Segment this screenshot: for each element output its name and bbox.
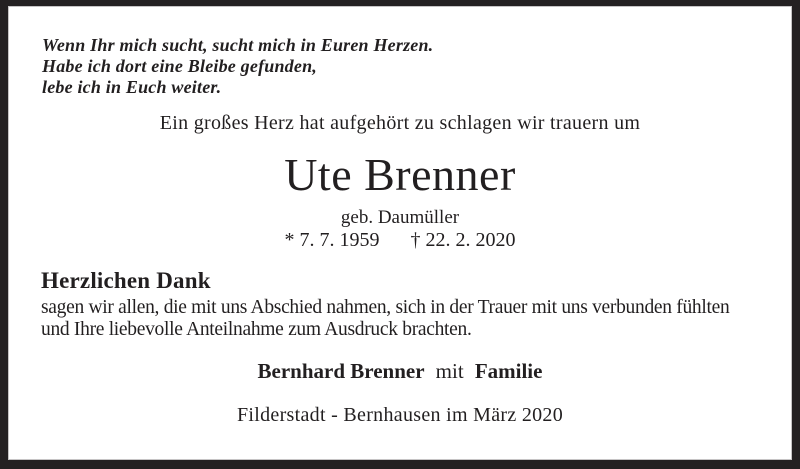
family-signature bbox=[0, 359, 800, 384]
epigraph-line: Habe ich dort eine Bleibe gefunden, bbox=[42, 56, 317, 76]
family-connector: mit bbox=[435, 359, 464, 383]
place-and-date: Filderstadt - Bernhausen im März 2020 bbox=[236, 404, 564, 426]
thanks-heading: Herzlichen Dank bbox=[41, 268, 211, 293]
mourning-intro: Ein großes Herz hat aufgehört zu schlagen wir trauern um bbox=[159, 112, 641, 134]
maiden-name: geb. Daumüller bbox=[340, 207, 460, 228]
birth-date: * 7. 7. 1959 bbox=[284, 229, 380, 251]
epigraph-verse bbox=[42, 35, 433, 98]
life-dates bbox=[0, 229, 800, 252]
deceased-name: Ute Brenner bbox=[284, 149, 516, 200]
thanks-line: und Ihre liebevolle Anteilnahme zum Ausdruck brachten. bbox=[41, 319, 472, 340]
epigraph-line: lebe ich in Euch weiter. bbox=[42, 77, 222, 97]
epigraph-line: Wenn Ihr mich sucht, sucht mich in Euren Herzen. bbox=[42, 35, 434, 55]
thanks-paragraph bbox=[41, 297, 729, 341]
family-name: Bernhard Brenner bbox=[257, 359, 425, 383]
family-suffix: Familie bbox=[474, 359, 543, 383]
thanks-line: sagen wir allen, die mit uns Abschied nahmen, sich in der Trauer mit uns verbunden fühlten bbox=[41, 297, 730, 318]
death-date: † 22. 2. 2020 bbox=[410, 229, 516, 251]
